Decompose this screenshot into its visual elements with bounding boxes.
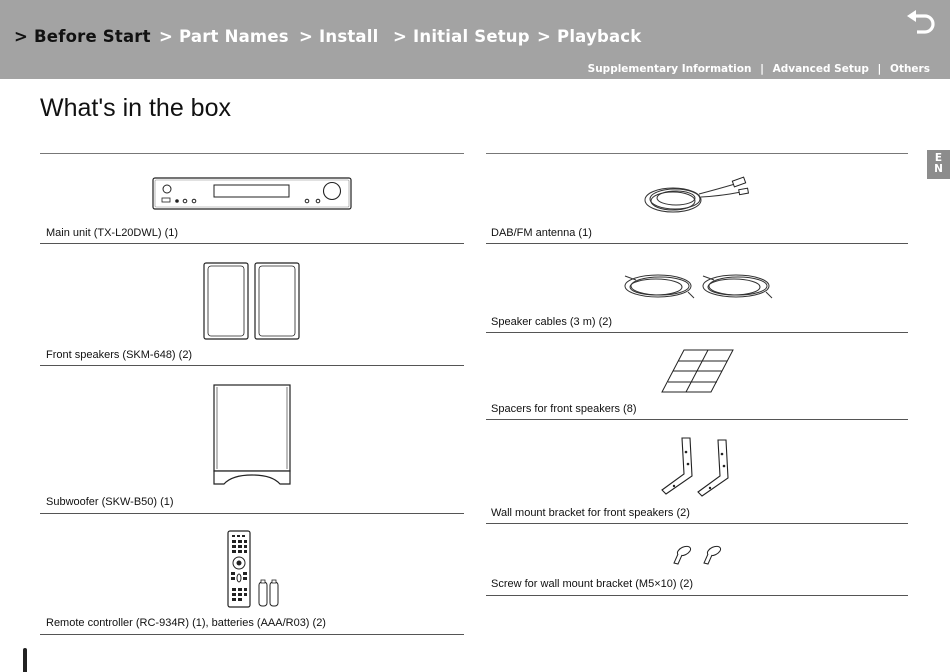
page-title: What's in the box: [40, 94, 231, 122]
item-label-wall-mount-bracket: Wall mount bracket for front speakers (2): [491, 507, 690, 519]
item-label-remote-controller: Remote controller (RC-934R) (1), batteries (AAA/R03) (2): [46, 617, 326, 629]
dab-fm-antenna-illustration: [643, 174, 753, 218]
nav-playback[interactable]: > Playback: [537, 27, 642, 46]
divider: [40, 243, 464, 244]
item-label-spacers: Spacers for front speakers (8): [491, 403, 637, 415]
separator: |: [877, 63, 882, 75]
sub-nav: [588, 63, 930, 75]
spacers-illustration: [660, 348, 736, 394]
top-header: [0, 0, 950, 79]
divider: [486, 595, 908, 596]
remote-controller-illustration: [226, 530, 282, 610]
divider: [486, 332, 908, 333]
divider: [486, 153, 908, 154]
divider: [40, 153, 464, 154]
divider: [486, 243, 908, 244]
link-advanced-setup[interactable]: Advanced Setup: [772, 63, 869, 75]
chevron-right-icon: >: [299, 27, 314, 46]
nav-before-start[interactable]: > Before Start: [14, 27, 151, 46]
nav-install[interactable]: > Install: [299, 27, 379, 46]
item-label-front-speakers: Front speakers (SKM-648) (2): [46, 349, 193, 361]
separator: |: [760, 63, 764, 75]
main-unit-illustration: [152, 177, 352, 211]
nav-initial-setup[interactable]: > Initial Setup: [393, 27, 530, 46]
screws-illustration: [670, 544, 726, 566]
wall-mount-bracket-illustration: [660, 436, 734, 498]
link-supplementary-information[interactable]: Supplementary Information: [587, 63, 752, 75]
page-edge-marker: [23, 648, 27, 672]
chevron-right-icon: >: [159, 27, 174, 46]
item-label-main-unit: Main unit (TX-L20DWL) (1): [46, 227, 179, 239]
item-label-screws: Screw for wall mount bracket (M5×10) (2): [491, 578, 694, 590]
speaker-cables-illustration: [622, 268, 774, 304]
divider: [486, 523, 908, 524]
divider: [40, 513, 464, 514]
item-label-speaker-cables: Speaker cables (3 m) (2): [491, 316, 613, 328]
language-tab[interactable]: E N: [927, 150, 950, 179]
link-others[interactable]: Others: [890, 63, 930, 75]
chevron-right-icon: >: [393, 27, 408, 46]
divider: [40, 634, 464, 635]
item-label-subwoofer: Subwoofer (SKW-B50) (1): [46, 496, 174, 508]
divider: [486, 419, 908, 420]
chevron-right-icon: >: [14, 27, 29, 46]
subwoofer-illustration: [212, 383, 292, 487]
divider: [40, 365, 464, 366]
front-speakers-illustration: [202, 261, 302, 341]
back-arrow-icon[interactable]: [905, 10, 937, 36]
chevron-right-icon: >: [537, 27, 552, 46]
nav-part-names[interactable]: > Part Names: [159, 27, 289, 46]
item-label-dab-fm-antenna: DAB/FM antenna (1): [491, 227, 592, 239]
